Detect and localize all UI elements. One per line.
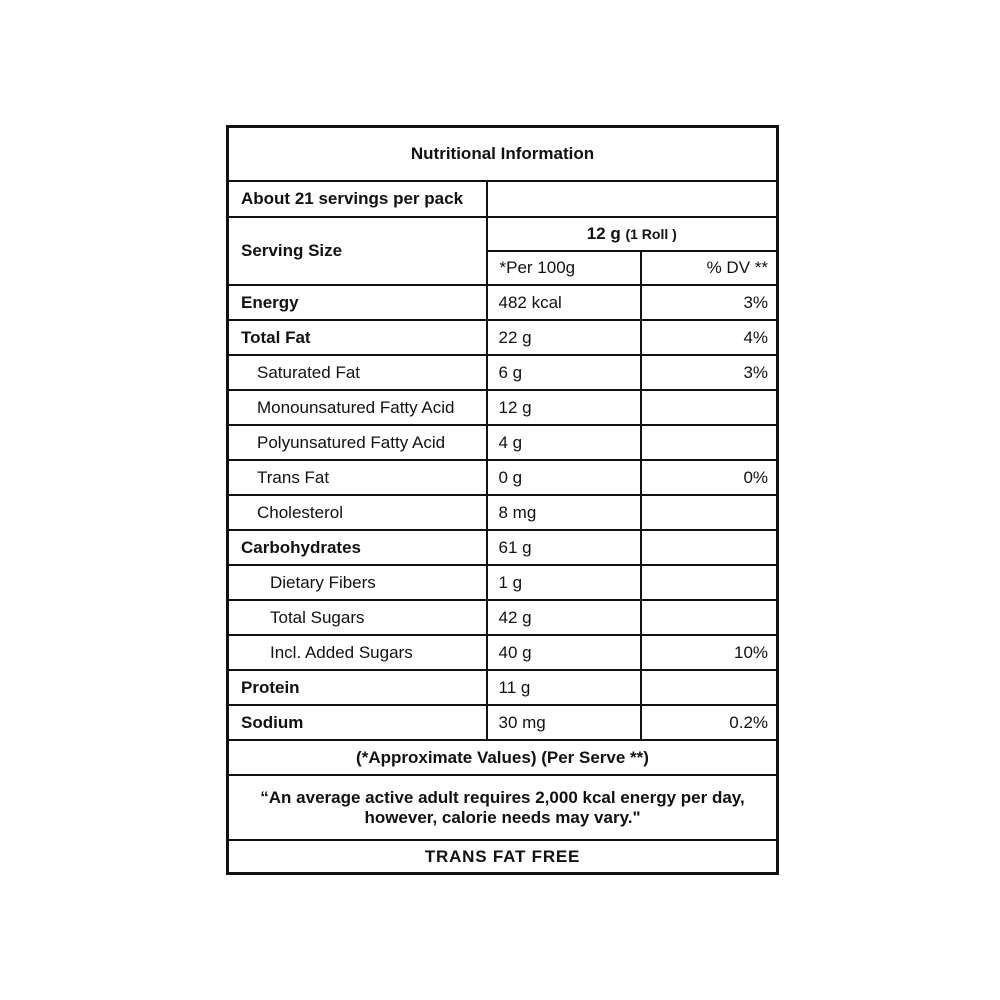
nutrient-dv: 3%: [641, 355, 778, 390]
nutrient-value: 6 g: [487, 355, 641, 390]
nutrient-label: Dietary Fibers: [228, 565, 487, 600]
footer-row: [228, 840, 778, 874]
nutrient-row: [228, 670, 778, 705]
dv-column-header: % DV **: [641, 251, 778, 285]
nutrient-dv: 10%: [641, 635, 778, 670]
nutrient-dv: [641, 600, 778, 635]
nutrient-dv: 0%: [641, 460, 778, 495]
nutrient-value: 40 g: [487, 635, 641, 670]
nutrient-row: [228, 355, 778, 390]
nutrient-value: 22 g: [487, 320, 641, 355]
nutrient-label: Monounsatured Fatty Acid: [228, 390, 487, 425]
nutrient-value: 8 mg: [487, 495, 641, 530]
nutrient-value: 11 g: [487, 670, 641, 705]
nutrient-value: 1 g: [487, 565, 641, 600]
nutrient-dv: 3%: [641, 285, 778, 320]
nutrient-row: [228, 460, 778, 495]
nutrient-label: Total Fat: [228, 320, 487, 355]
nutrient-value: 0 g: [487, 460, 641, 495]
nutrient-row: [228, 425, 778, 460]
servings-row: [228, 181, 778, 217]
nutrient-row: [228, 390, 778, 425]
nutrient-row: [228, 705, 778, 740]
serving-size-label: Serving Size: [228, 217, 487, 285]
nutrient-label: Cholesterol: [228, 495, 487, 530]
servings-empty-cell: [487, 181, 778, 217]
nutrient-label: Incl. Added Sugars: [228, 635, 487, 670]
nutrient-label: Carbohydrates: [228, 530, 487, 565]
approx-values-note: (*Approximate Values) (Per Serve **): [228, 740, 778, 775]
nutrient-label: Saturated Fat: [228, 355, 487, 390]
nutrient-dv: 0.2%: [641, 705, 778, 740]
nutrient-label: Protein: [228, 670, 487, 705]
nutrient-label: Energy: [228, 285, 487, 320]
nutrient-label: Sodium: [228, 705, 487, 740]
nutrient-row: [228, 635, 778, 670]
nutrient-label: Trans Fat: [228, 460, 487, 495]
nutrient-dv: [641, 390, 778, 425]
nutrient-dv: [641, 425, 778, 460]
nutrient-label: Total Sugars: [228, 600, 487, 635]
serving-size-row: [228, 217, 778, 251]
nutrient-value: 12 g: [487, 390, 641, 425]
nutrient-row: [228, 565, 778, 600]
nutrient-row: [228, 495, 778, 530]
nutrient-dv: [641, 495, 778, 530]
serving-size-value: [487, 217, 778, 251]
serving-size-amount: 12 g: [586, 224, 621, 244]
nutrient-row: [228, 530, 778, 565]
daily-energy-note: “An average active adult requires 2,000 kcal energy per day, however, calorie needs may vary.": [228, 775, 778, 840]
nutrient-row: [228, 600, 778, 635]
nutrient-value: 61 g: [487, 530, 641, 565]
nutrient-row: [228, 285, 778, 320]
nutrition-table: [226, 125, 779, 875]
approx-values-row: [228, 740, 778, 775]
nutrient-value: 4 g: [487, 425, 641, 460]
nutrient-value: 42 g: [487, 600, 641, 635]
nutrient-value: 482 kcal: [487, 285, 641, 320]
per-100g-column-header: *Per 100g: [487, 251, 641, 285]
serving-size-unit: (1 Roll ): [625, 226, 677, 243]
nutrient-dv: 4%: [641, 320, 778, 355]
nutrient-dv: [641, 670, 778, 705]
title-row: [228, 127, 778, 182]
nutrient-row: [228, 320, 778, 355]
energy-note-row: [228, 775, 778, 840]
trans-fat-free-badge: TRANS FAT FREE: [228, 840, 778, 874]
nutrient-label: Polyunsatured Fatty Acid: [228, 425, 487, 460]
nutrient-dv: [641, 530, 778, 565]
table-title: Nutritional Information: [228, 127, 778, 182]
nutrient-dv: [641, 565, 778, 600]
nutrient-value: 30 mg: [487, 705, 641, 740]
servings-per-pack-label: About 21 servings per pack: [228, 181, 487, 217]
